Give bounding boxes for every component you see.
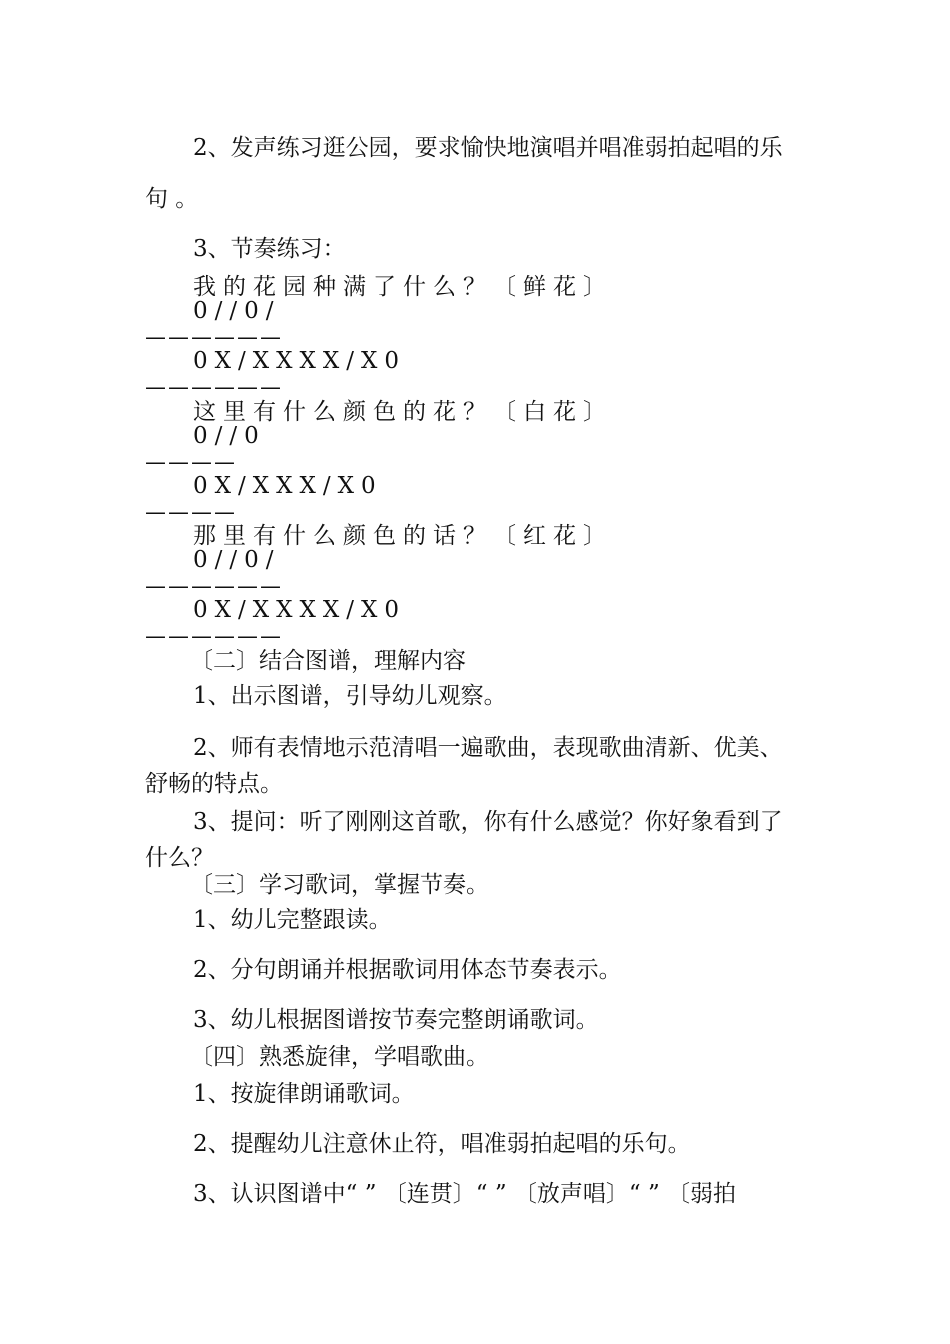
rhythm-pattern: 0//0/ (193, 547, 281, 573)
paragraph-line: 2、师有表情地示范清唱一遍歌曲，表现歌曲清新、优美、 (193, 735, 783, 761)
paragraph-line: 2、分句朗诵并根据歌词用体态节奏表示。 (193, 957, 622, 983)
rhythm-dashes: ———— (145, 500, 237, 524)
rhythm-dashes: —————— (145, 325, 283, 349)
paragraph-line: 2、发声练习逛公园，要求愉快地演唱并唱准弱拍起唱的乐 (193, 135, 783, 161)
paragraph-line: 3、幼儿根据图谱按节奏完整朗诵歌词。 (193, 1007, 599, 1033)
rhythm-pattern: 0X/XXXX/X0 (193, 348, 407, 374)
paragraph-line: 舒畅的特点。 (145, 771, 283, 797)
rhythm-dashes: —————— (145, 624, 283, 648)
rhythm-dashes: ———— (145, 450, 237, 474)
paragraph-line: 什么？ (145, 845, 214, 871)
rhythm-pattern: 0X/XXX/X0 (193, 473, 383, 499)
paragraph-line: 2、提醒幼儿注意休止符，唱准弱拍起唱的乐句。 (193, 1131, 691, 1157)
section-heading: 〔二〕结合图谱，理解内容 (190, 648, 466, 674)
section-heading: 〔三〕学习歌词，掌握节奏。 (190, 872, 489, 898)
paragraph-line: 3、认识图谱中“ ” 〔连贯〕“ ” 〔放声唱〕“ ” 〔弱拍 (193, 1181, 737, 1207)
paragraph-line: 1、按旋律朗诵歌词。 (193, 1081, 415, 1107)
rhythm-question: 那里有什么颜色的话？〔红花〕 (193, 523, 613, 549)
paragraph-line: 3、节奏练习： (193, 236, 346, 262)
paragraph-line: 1、出示图谱，引导幼儿观察。 (193, 683, 507, 709)
paragraph-line: 3、提问：听了刚刚这首歌，你有什么感觉？你好象看到了 (193, 809, 783, 835)
section-heading: 〔四〕熟悉旋律，学唱歌曲。 (190, 1044, 489, 1070)
rhythm-pattern: 0X/XXXX/X0 (193, 597, 407, 623)
rhythm-question: 这里有什么颜色的花？〔白花〕 (193, 399, 613, 425)
rhythm-question: 我的花园种满了什么？〔鲜花〕 (193, 274, 613, 300)
rhythm-pattern: 0//0 (193, 423, 266, 449)
rhythm-dashes: —————— (145, 375, 283, 399)
paragraph-line: 句 。 (145, 186, 199, 212)
paragraph-line: 1、幼儿完整跟读。 (193, 907, 392, 933)
rhythm-pattern: 0//0/ (193, 298, 281, 324)
rhythm-dashes: —————— (145, 574, 283, 598)
